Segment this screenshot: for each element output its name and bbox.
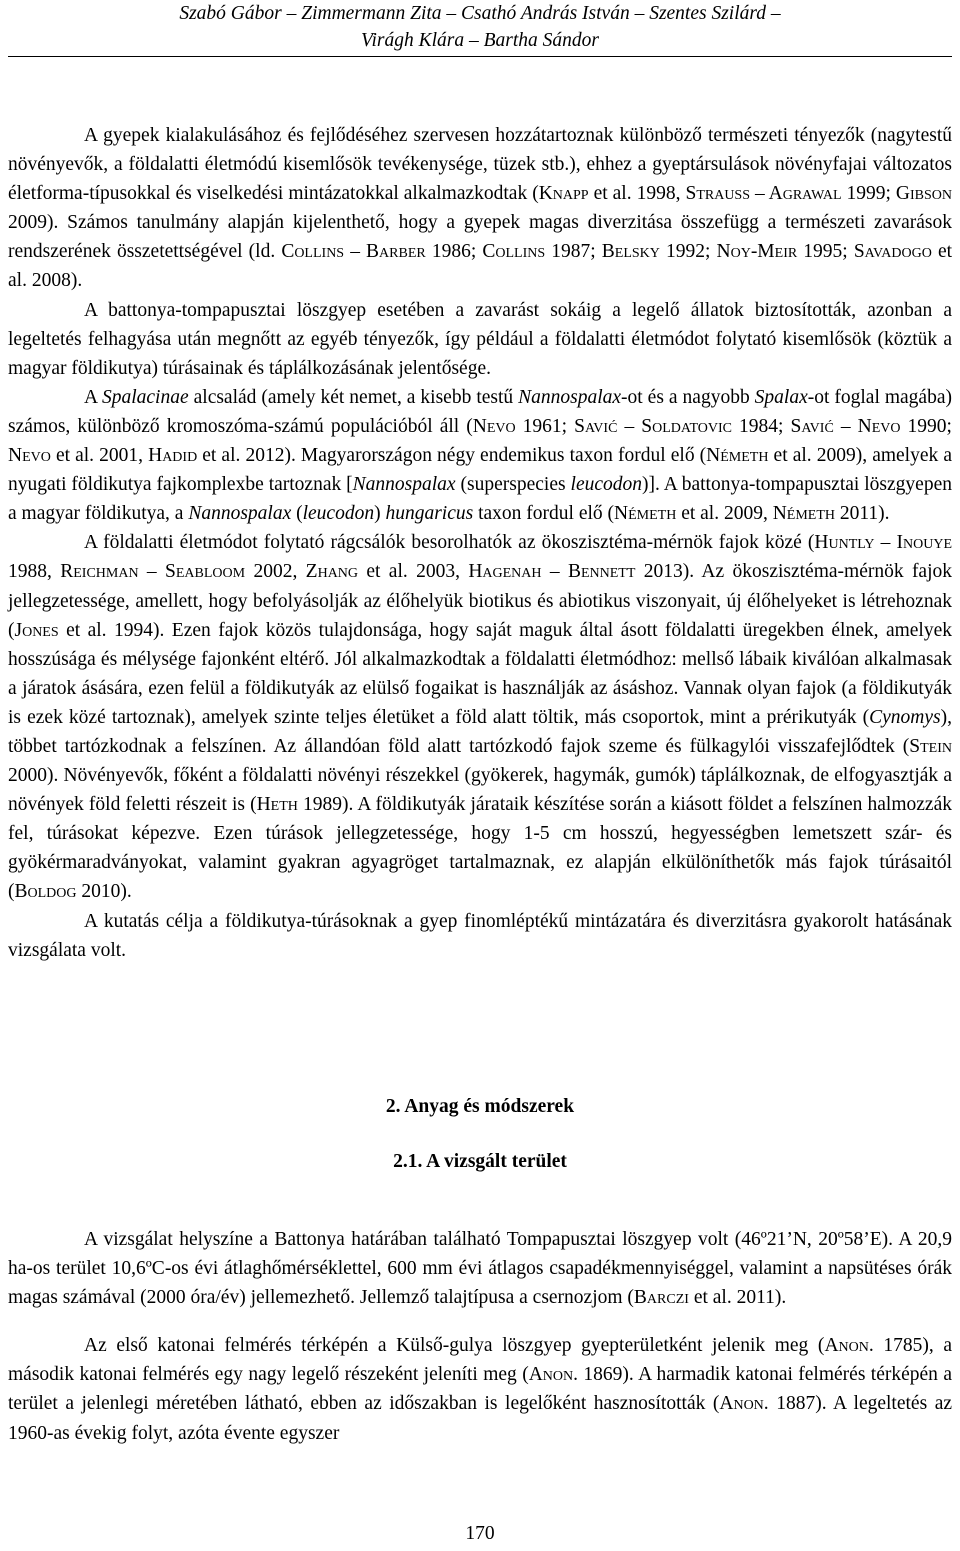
citation-author: Reichman – Seabloom — [60, 561, 246, 583]
taxon-name: Nannospalax — [188, 503, 292, 525]
citation-author: Nevo — [8, 445, 51, 467]
taxon-name: Nannospalax — [518, 386, 622, 408]
citation-author: Németh — [772, 503, 836, 525]
text-run: )]. A battonya-tompapusztai löszgyepen a magyar földikutya, a — [8, 474, 952, 525]
citation-author: Hadid — [148, 445, 198, 467]
citation-author: Strauss – Agrawal — [685, 183, 842, 205]
text-run: 2009). Számos tanulmány alapján kijelenthető, hogy a gyepek magas diverzitása összefügg a természeti zavarások rendszerének összetettségével (ld. — [8, 212, 952, 263]
text-run: 1989). A földikutyák járataik készítése során a kiásott földet a felszínen halmozzák fel, túrásokat képezve. Ezen túrások jellegzetessége, hogy 1-5 cm hosszú, hegyességben lemetszett szár- és gyökérmaradványokat, valamint gyakran agyagröget tartalmaznak, ez alapján elkülöníthetők más fajok túrásaitól ( — [8, 794, 952, 903]
text-run: et al. 2003, — [358, 561, 469, 583]
taxon-name: leucodon — [570, 474, 643, 496]
paragraph-ecosystem-engineers — [8, 528, 952, 906]
taxon-name: leucodon — [302, 503, 375, 525]
paragraph-intro — [8, 121, 952, 296]
text-run: 1987; — [545, 241, 602, 263]
text-run: A földalatti életmódot folytató rágcsálók besorolhatók az ökoszisztéma-mérnök fajok közé ( — [84, 532, 815, 554]
citation-author: Savić – Soldatovic — [574, 415, 732, 437]
text-run: ) — [374, 503, 386, 525]
text-run: 2011). — [835, 503, 890, 525]
text-run: et al. 1994). Ezen fajok közös tulajdonsága, hogy saját maguk által ásott földalatti üregekben élnek, amelyek hosszúsága és mélysége fajonként eltérő. Jól alkalmazkodtak a földalatti életmódhoz: mellső lábaik kiválóan alkalmasak a járatok ásására, ezen felül a földikutyák az elülső fogaikat is használják az ásáshoz. Vannak olyan fajok (a földikutyák is ezek közé tartoznak), amelyek szinte teljes életüket a föld alatt töltik, más csoportok, mint a prérikutyák ( — [8, 619, 952, 728]
text-run: A — [84, 386, 102, 408]
header-authors-line1: Szabó Gábor – Zimmermann Zita – Csathó András István – Szentes Szilárd – — [179, 3, 781, 24]
header-rule — [8, 56, 952, 57]
citation-author: Savić – Nevo — [790, 415, 901, 437]
text-run: (superspecies — [455, 474, 571, 496]
citation-author: Németh — [614, 503, 677, 525]
text-run: . 1887). A legeltetés az 1960-as évekig folyt, azóta évente egyszer — [8, 1393, 953, 1444]
citation-author: Nevo — [472, 415, 516, 437]
taxon-name: Spalax — [754, 386, 808, 408]
paragraph-aim: A kutatás célja a földikutya-túrásoknak a gyep finomléptékű mintázatára és diverzitásra gyakorolt hatásának vizsgálata volt. — [8, 910, 952, 961]
subsection-heading: 2.1. A vizsgált terület — [393, 1151, 567, 1172]
citation-author: Anon — [719, 1393, 764, 1415]
taxon-name: hungaricus — [385, 503, 474, 525]
paragraph-site — [8, 1225, 952, 1312]
main-text — [8, 121, 952, 965]
text-run: et al. 2008). — [8, 241, 953, 292]
text-run: et al. 2009, — [676, 503, 773, 525]
text-run: 2000). Növényevők, főként a földalatti növényi részekkel (gyökerek, hagymák, gumók) táplálkoznak, de elfogyasztják a növények föld feletti részeit is ( — [8, 765, 952, 816]
text-run: alcsalád (amely két nemet, a kisebb testű — [188, 386, 519, 408]
citation-author: Stein — [909, 735, 952, 757]
citation-author: Savadogo — [853, 241, 932, 263]
citation-author: Huntly – Inouye — [814, 532, 953, 554]
page-number: 170 — [465, 1523, 495, 1544]
running-header — [0, 0, 960, 54]
text-run: -ot és a nagyobb — [621, 386, 755, 408]
study-area-text — [8, 1205, 952, 1467]
citation-author: Anon — [824, 1335, 869, 1357]
citation-author: Noy-Meir — [716, 241, 798, 263]
citation-author: Barczi — [633, 1286, 689, 1308]
text-run: et al. 1998, — [588, 183, 686, 205]
text-run: Az első katonai felmérés térképén a Külső-gulya löszgyep gyepterületként jelenik meg ( — [84, 1335, 825, 1357]
text-run: et al. 2011). — [688, 1286, 787, 1308]
taxon-name: Spalacinae — [101, 386, 189, 408]
taxon-name: Cynomys — [869, 706, 941, 728]
text-run: et al. 2012). Magyarországon négy endemikus taxon fordul elő ( — [197, 445, 707, 467]
text-run: et al. 2009), amelyek a nyugati földikutya fajkomplexbe tartoznak [ — [8, 445, 952, 496]
citation-author: Belsky — [601, 241, 660, 263]
citation-author: Gibson — [895, 183, 952, 205]
citation-author: Németh — [706, 445, 769, 467]
text-run: ( — [291, 503, 303, 525]
text-run: 2010). — [76, 881, 132, 903]
text-run: 2002, — [245, 561, 306, 583]
text-run: 1992; — [659, 241, 717, 263]
paragraph-history — [8, 1331, 952, 1447]
text-run: 1995; — [797, 241, 854, 263]
text-run: A vizsgálat helyszíne a Battonya határában található Tompapusztai löszgyep volt (46º21’N, 20º58’E). A 20,9 ha-os terület 10,6ºC-os évi átlaghőmérséklettel, 600 mm évi átlagos csapadékmennyiséggel, valamint a napsütéses órák magas számával (2000 óra/év) jellemezhető. Jellemző talajtípusa a csernozjom ( — [8, 1228, 952, 1308]
text-run: 1990; — [900, 415, 952, 437]
text-run: 1961; — [515, 415, 575, 437]
text-run: . 1869). A harmadik katonai felmérés térképén a terület a jelenlegi méretében látható, ebben az időszakban is legelőként hasznosították ( — [8, 1364, 952, 1415]
taxon-name: Nannospalax — [352, 474, 456, 496]
citation-author: Jones — [14, 619, 59, 641]
citation-author: Collins — [482, 241, 546, 263]
citation-author: Collins – Barber — [281, 241, 426, 263]
citation-author: Zhang — [305, 561, 359, 583]
paragraph-battonya: A battonya-tompapusztai löszgyep esetében a zavarást sokáig a legelő állatok biztosították, azonban a legeltetés felhagyása után megnőtt az egyéb tényezők, így például a földalatti életmódot folytató kisemlősök (köztük a magyar földikutya) túrásainak és táplálkozásának jelentősége. — [8, 299, 952, 379]
text-run: 1984; — [731, 415, 791, 437]
text-run: 1986; — [425, 241, 483, 263]
text-run: et al. 2001, — [50, 445, 149, 467]
citation-author: Heth — [256, 794, 298, 816]
text-run: -ot foglal magába) számos, különböző kromoszóma-számú populációból áll ( — [8, 386, 952, 437]
section-heading: 2. Anyag és módszerek — [385, 1096, 575, 1117]
text-run: 2013). Az ökoszisztéma-mérnök fajok jellegzetessége, amellett, hogy befolyásolják az élőhelyük biotikus és abiotikus viszonyait, új élőhelyeket is létrehoznak ( — [8, 561, 953, 641]
text-run: ), többet tartózkodnak a felszínen. Az állandóan föld alatt tartózkodó fajok szeme és fülkagylói visszafejlődtek ( — [8, 706, 952, 757]
text-run: taxon fordul elő ( — [473, 503, 615, 525]
citation-author: Anon — [528, 1364, 574, 1386]
citation-author: Hagenah – Bennett — [468, 561, 636, 583]
header-authors-line2: Virágh Klára – Bartha Sándor — [361, 30, 599, 51]
citation-author: Boldog — [14, 881, 77, 903]
citation-author: Knapp — [538, 183, 589, 205]
text-run: A gyepek kialakulásához és fejlődéséhez szervesen hozzátartoznak különböző természeti tényezők (nagytestű növényevők, a földalatti életmódú kisemlősök tevékenysége, tüzek stb.), ehhez a gyeptársulások növényfajai változatos életforma-típusokkal és viselkedési mintázatokkal alkalmazkodtak ( — [8, 125, 952, 205]
text-run: 1999; — [841, 183, 896, 205]
text-run: . 1785), a második katonai felmérés egy nagy legelő részeként jeleníti meg ( — [8, 1335, 953, 1386]
text-run: 1988, — [8, 561, 61, 583]
paragraph-spalacinae — [8, 383, 952, 528]
